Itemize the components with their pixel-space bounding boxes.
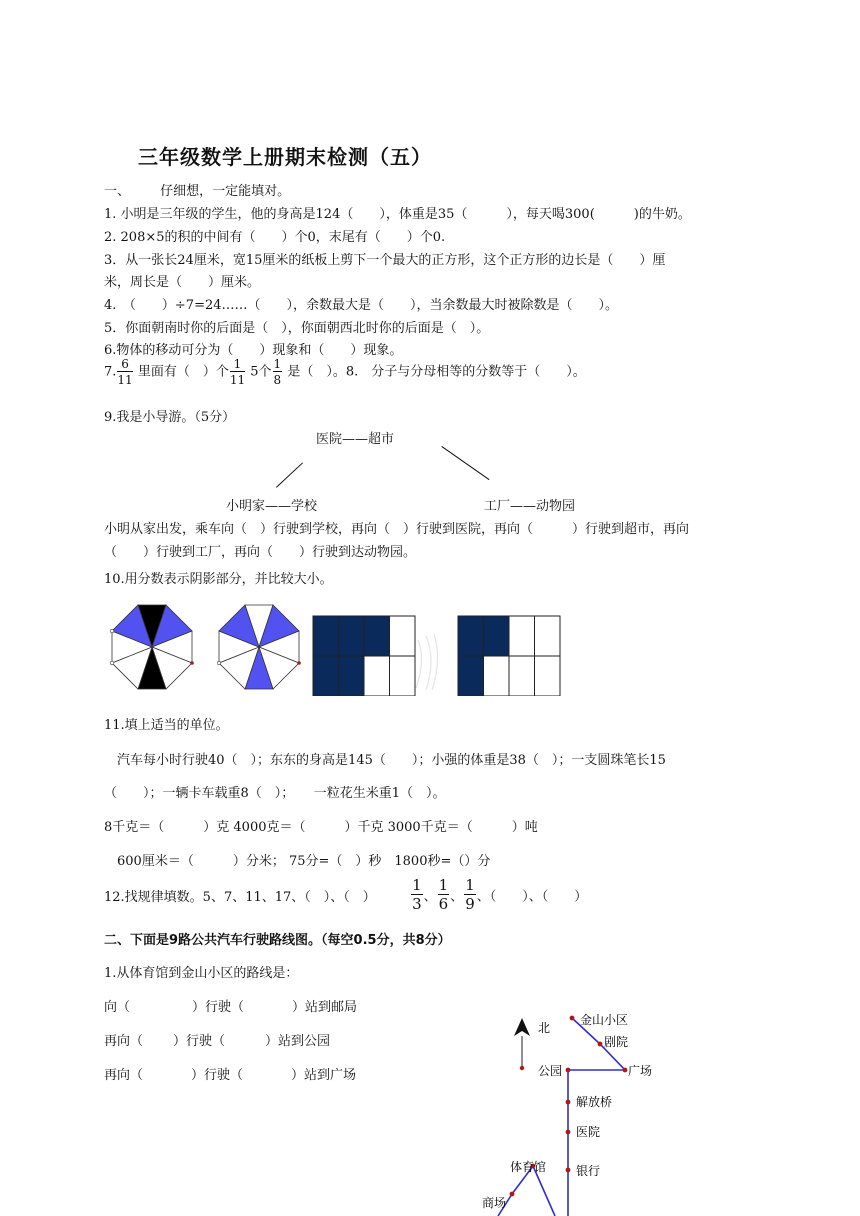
stop-yinhang: 银行	[576, 1164, 601, 1178]
stop-tiyuguan: 体育馆	[510, 1160, 547, 1174]
map-hospital-market: 医院——超市	[316, 432, 395, 447]
octagon-1	[110, 605, 194, 689]
question-3-line-2: 米，周长是（ ）厘米。	[104, 275, 261, 290]
section-2-heading: 二、下面是9路公共汽车行驶路线图。（每空0.5分，共8分）	[104, 933, 451, 948]
route-row-2: 再向（ ）行驶（ ）站到公园	[104, 1034, 331, 1049]
stop-gongyuan: 公园	[538, 1064, 563, 1078]
stop-shangchang: 商场	[482, 1196, 507, 1210]
question-4: 4. （ ）÷7=24……（ ），余数最大是（ ），当余数最大时被除数是（ ）。	[104, 298, 619, 313]
q7-prefix: 7.	[104, 364, 117, 380]
grid-1	[313, 616, 415, 696]
section-1-title: 仔细想，一定能填对。	[160, 184, 291, 199]
question-7	[104, 358, 586, 386]
question-11: 11.填上适当的单位。	[104, 718, 229, 733]
map-line-right	[441, 446, 489, 480]
fraction-figures	[108, 600, 568, 696]
question-9-line-a: 小明从家出发，乘车向（ ）行驶到学校，再向（ ）行驶到医院，再向（ ）行驶到超市，再向	[104, 522, 690, 537]
section-2-question-1: 1.从体育馆到金山小区的路线是：	[104, 966, 299, 981]
q7-text-3: 是（ ）。8. 分子与分母相等的分数等于（ ）。	[287, 364, 586, 380]
question-9: 9.我是小导游。（5分）	[104, 410, 236, 425]
octagon-2	[217, 605, 301, 689]
question-9-line-b: （ ）行驶到工厂，再向（ ）行驶到达动物园。	[104, 545, 417, 560]
map-line-left	[276, 462, 303, 487]
q12-sep-1: 、	[423, 889, 437, 905]
stop-jiefangqiao: 解放桥	[576, 1095, 613, 1109]
fraction-6-11: $\frac{6}{11}$	[117, 357, 133, 387]
question-5: 5．你面朝南时你的后面是（ ），你面朝西北时你的后面是（ ）。	[104, 321, 490, 336]
question-12	[104, 878, 587, 912]
question-1: 1. 小明是三年级的学生，他的身高是124（ ），体重是35（ ），每天喝300( )的牛奶。	[104, 207, 691, 222]
question-11-line-c: 8千克＝（ ）克 4000克＝（ ）千克 3000千克＝（ ）吨	[104, 820, 538, 835]
bus-route-map	[470, 1000, 670, 1216]
question-10: 10.用分数表示阴影部分，并比较大小。	[104, 572, 333, 587]
q12-sep-2: 、	[450, 889, 464, 905]
fraction-1-6: $\frac{1}{6}$	[438, 876, 449, 913]
map-factory-zoo: 工厂——动物园	[484, 499, 576, 514]
page-title: 三年级数学上册期末检测（五）	[138, 145, 432, 169]
q7-text-1: 里面有（ ）个	[137, 364, 229, 380]
fraction-1-11: $\frac{1}{11}$	[229, 357, 246, 387]
question-2: 2. 208×5的积的中间有（ ）个0，末尾有（ ）个0.	[104, 230, 446, 245]
question-6: 6.物体的移动可分为（ ）现象和（ ）现象。	[104, 343, 403, 358]
watermark-logo	[416, 634, 438, 690]
section-1-number: 一、	[104, 184, 131, 199]
grid-2	[458, 616, 560, 696]
q7-text-2: 5个	[250, 364, 272, 380]
question-3-line-1: 3．从一张长24厘米，宽15厘米的纸板上剪下一个最大的正方形，这个正方形的边长是（ ）厘	[104, 253, 666, 268]
question-11-line-d: 600厘米＝（ ）分米； 75分=（ ）秒 1800秒=（）分	[117, 854, 491, 869]
fraction-1-8: $\frac{1}{8}$	[273, 357, 282, 387]
section-1-heading	[104, 180, 290, 199]
route-row-1: 向（ ）行驶（ ）站到邮局	[104, 1000, 358, 1015]
north-arrow-icon	[514, 1018, 530, 1070]
map-home-school: 小明家——学校	[226, 499, 318, 514]
stop-juyuan: 剧院	[604, 1035, 629, 1049]
question-11-line-a: 汽车每小时行驶40（ ）；东东的身高是145（ ）；小强的体重是38（ ）；一支圆珠笔长15	[117, 753, 666, 768]
q12-text: 12.找规律填数。5、7、11、17、（ ）、（ ）	[104, 889, 376, 905]
stop-guangchang: 广场	[628, 1064, 653, 1078]
stop-yiyuan: 医院	[576, 1125, 601, 1139]
fraction-1-3: $\frac{1}{3}$	[412, 876, 422, 913]
route-row-3: 再向（ ）行驶（ ）站到广场	[104, 1068, 357, 1083]
stop-jinshan: 金山小区	[580, 1013, 629, 1027]
question-11-line-b: （ ）；一辆卡车载重8（ ）； 一粒花生米重1（ ）。	[104, 786, 446, 801]
q12-tail: 、（ ）、（ ）	[476, 889, 588, 905]
north-label: 北	[538, 1021, 551, 1035]
fraction-1-9: $\frac{1}{9}$	[465, 876, 475, 913]
